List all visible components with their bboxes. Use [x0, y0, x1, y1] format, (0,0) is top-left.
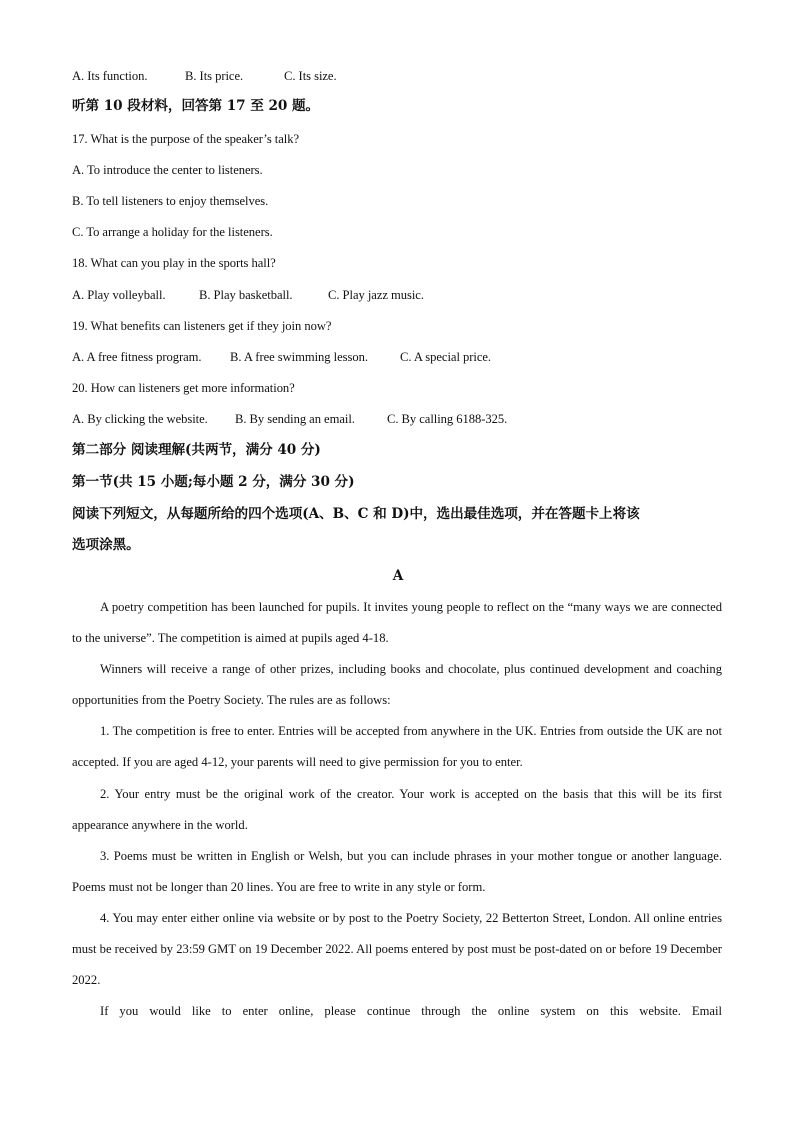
question-19: 19. What benefits can listeners get if they join now?: [72, 319, 332, 333]
q20-options: [72, 410, 724, 428]
q19-options: [72, 348, 724, 366]
option-b: B. Play basketball.: [199, 288, 293, 302]
passage10-heading: 听第 10 段材料，回答第 17 至 20 题。: [72, 98, 320, 114]
question-18: 18. What can you play in the sports hall?: [72, 256, 276, 270]
passage-title: A: [392, 568, 404, 584]
option-a: A. By clicking the website.: [72, 412, 208, 426]
paragraph-intro: A poetry competition has been launched for pupils. It invites young people to reflect on the “many ways we are connected to the universe”. The competition is aimed at pupils aged 4-18.: [72, 600, 722, 645]
paragraph-prizes: Winners will receive a range of other prizes, including books and chocolate, plus continued development and coaching opportunities from the Poetry Society. The rules are as follows:: [72, 662, 722, 707]
option-c: C. A special price.: [400, 350, 492, 364]
option-b: B. A free swimming lesson.: [230, 350, 368, 364]
instructions-continued: 选项涂黑。: [72, 537, 140, 553]
rule-4: 4. You may enter either online via website or by post to the Poetry Society, 22 Betterton Street, London. All online entries must be received by 23:59 GMT on 19 December 2022. All poems entered by post must be post-dated on or before 19 December 2022.: [72, 911, 722, 987]
paragraph-online-entry: If you would like to enter online, please continue through the online system on this website. Email: [100, 1004, 722, 1018]
rule-3: 3. Poems must be written in English or Welsh, but you can include phrases in your mother tongue or another language. Poems must not be longer than 20 lines. You are free to write in any style or form.: [72, 849, 722, 894]
instructions: 阅读下列短文，从每题所给的四个选项(A、B、C 和 D)中，选出最佳选项，并在答题卡上将该: [72, 506, 640, 522]
rule-2: 2. Your entry must be the original work of the creator. Your work is accepted on the basis that this will be its first appearance anywhere in the world.: [72, 787, 722, 832]
question-17: 17. What is the purpose of the speaker’s talk?: [72, 132, 300, 146]
option-b: B. Its price.: [185, 69, 244, 83]
q16-options: [72, 67, 724, 85]
question-20: 20. How can listeners get more information?: [72, 381, 295, 395]
option-a: A. Play volleyball.: [72, 288, 166, 302]
option-c: C. Its size.: [284, 69, 337, 83]
option-a: A. Its function.: [72, 69, 148, 83]
option-a: A. A free fitness program.: [72, 350, 202, 364]
part2-heading: 第二部分 阅读理解(共两节，满分 40 分): [72, 442, 321, 458]
rule-1: 1. The competition is free to enter. Entries will be accepted from anywhere in the UK. Entries from outside the UK are not accepted. If you are aged 4-12, your parents will need to give permission for you to enter.: [72, 724, 722, 769]
option-b: B. By sending an email.: [235, 412, 355, 426]
q18-options: [72, 286, 724, 304]
q17-option-a: A. To introduce the center to listeners.: [72, 163, 263, 177]
option-c: C. Play jazz music.: [328, 288, 424, 302]
option-c: C. By calling 6188-325.: [387, 412, 508, 426]
section1-heading: 第一节(共 15 小题;每小题 2 分，满分 30 分): [72, 474, 355, 490]
q17-option-b: B. To tell listeners to enjoy themselves.: [72, 194, 269, 208]
q17-option-c: C. To arrange a holiday for the listeners.: [72, 225, 273, 239]
